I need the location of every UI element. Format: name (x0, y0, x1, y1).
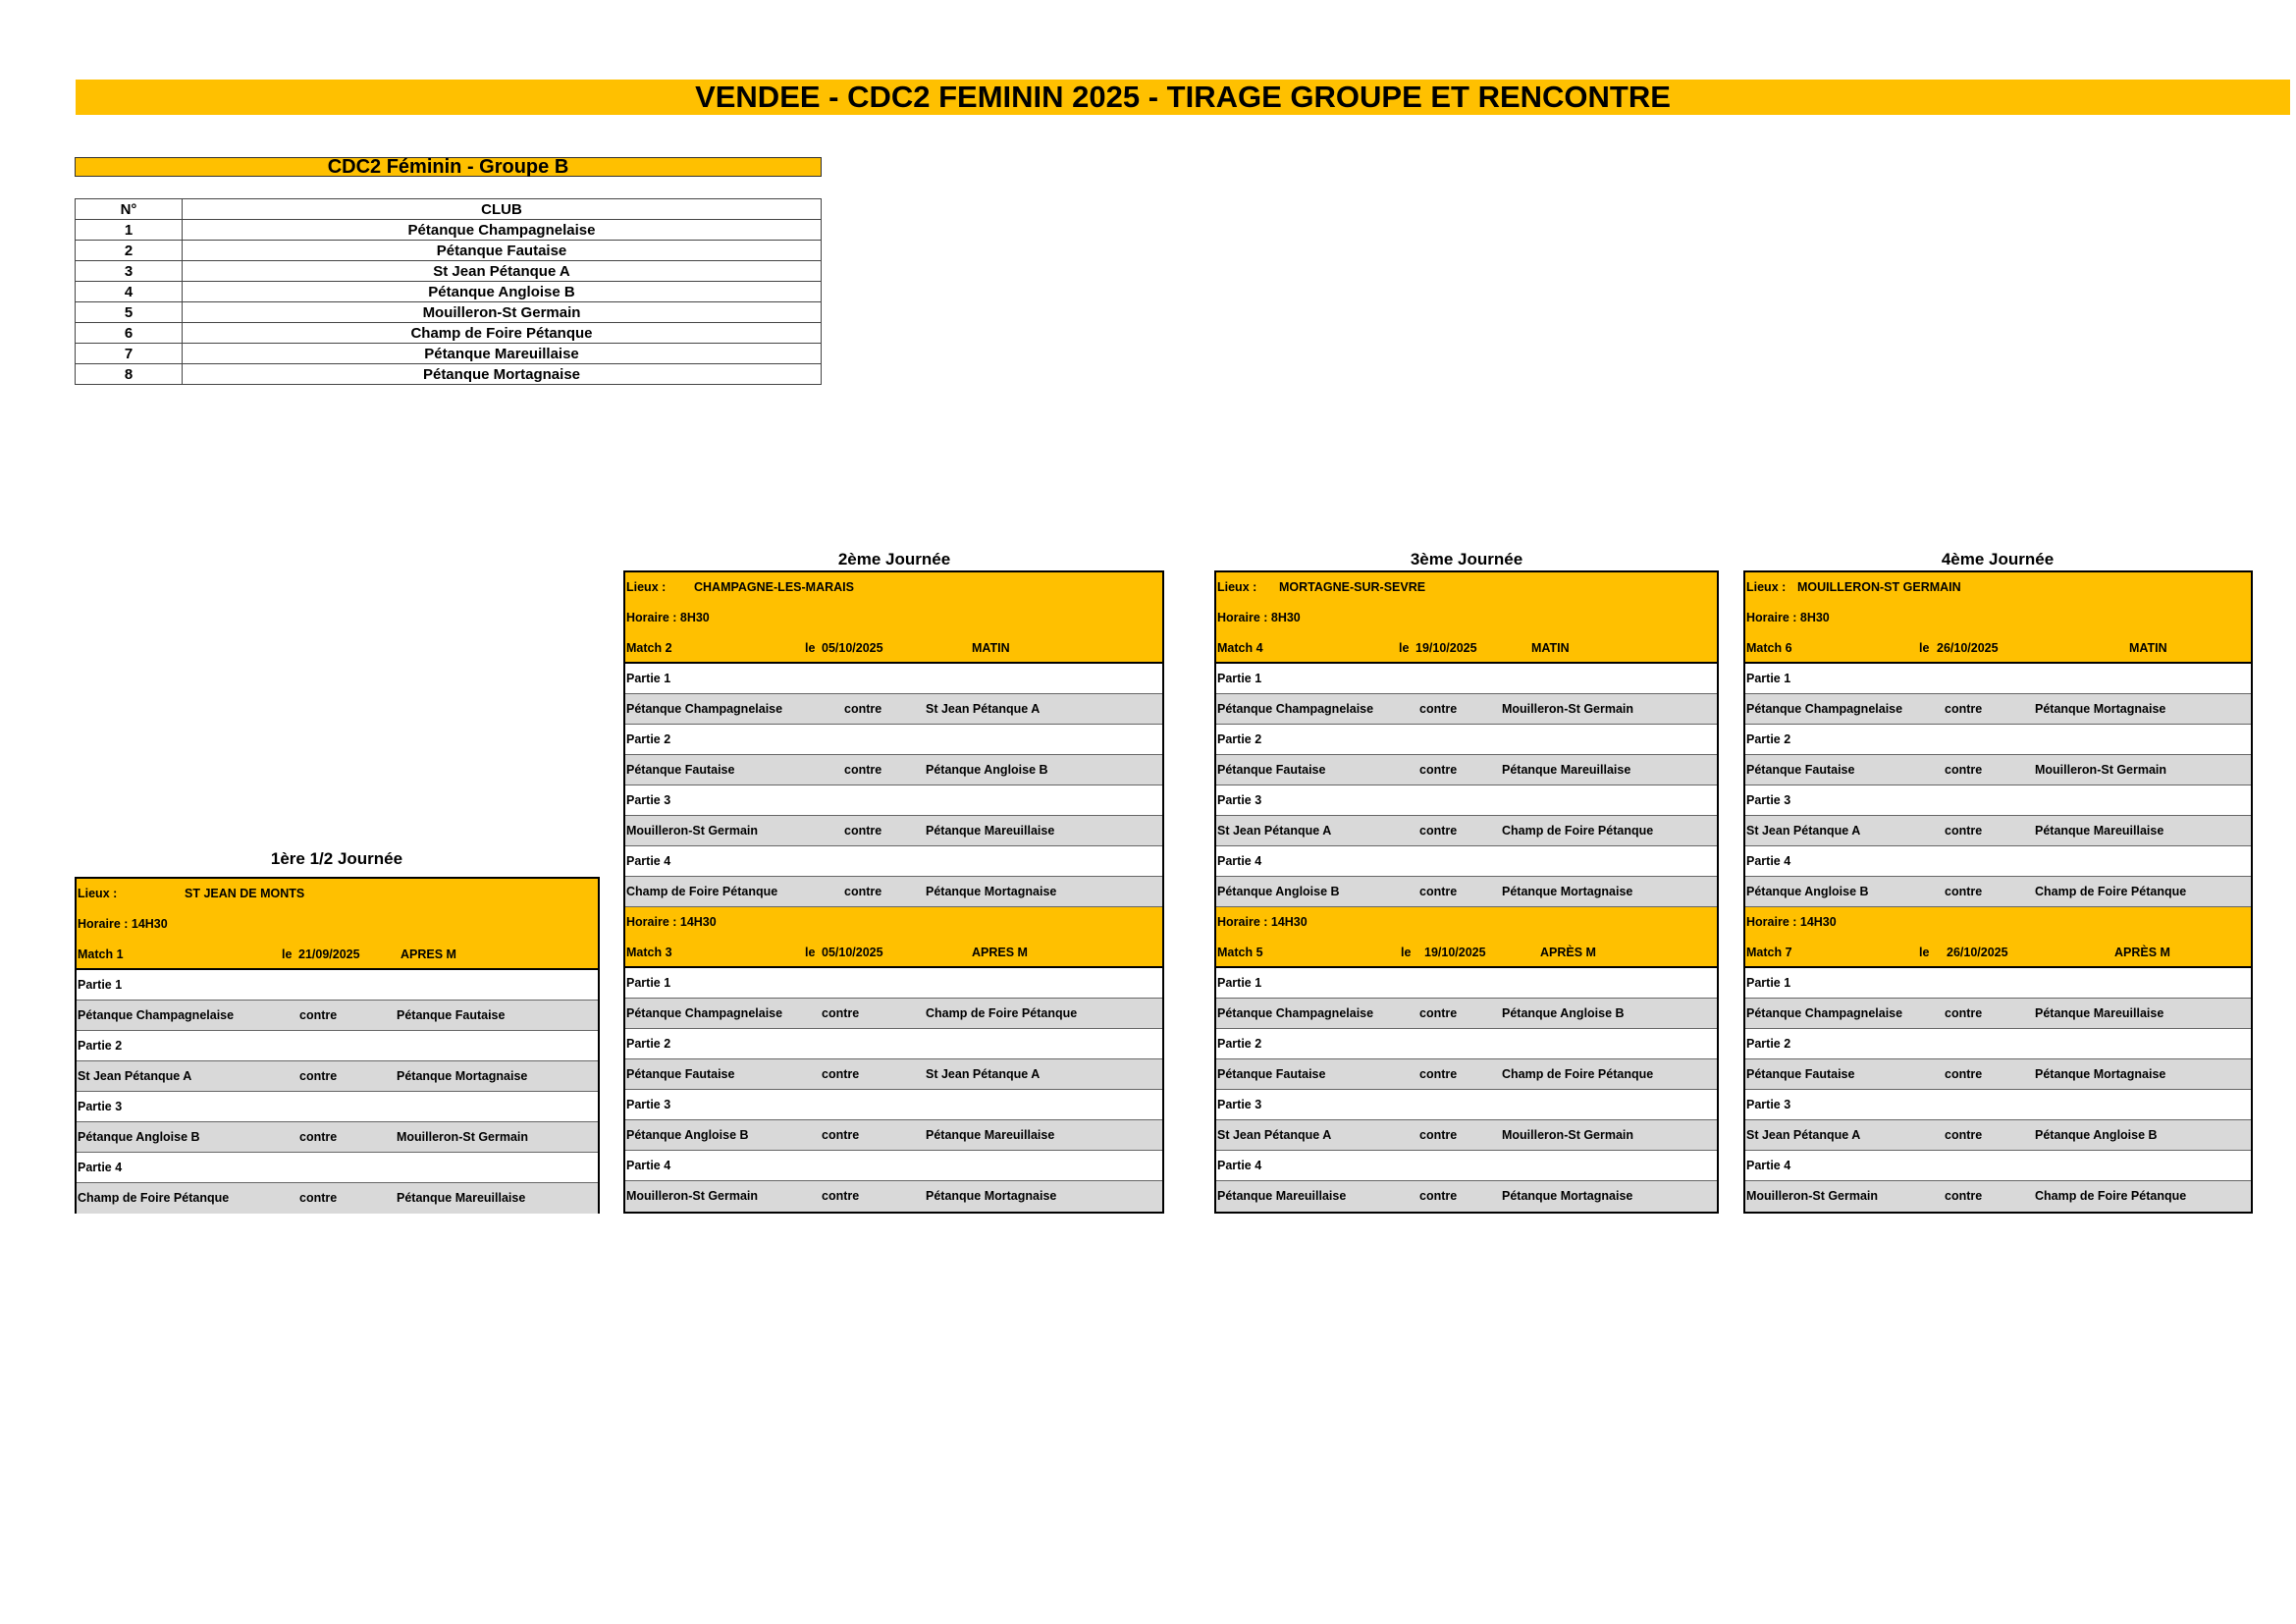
versus-label: contre (1419, 1189, 1458, 1203)
partie-row (1745, 968, 2251, 999)
partie-label: Partie 4 (626, 1159, 671, 1172)
away-team: Mouilleron-St Germain (2035, 763, 2167, 777)
venue-label: Lieux : (1746, 580, 1787, 594)
date-prefix: le (1399, 641, 1410, 655)
game-row (625, 816, 1162, 846)
partie-label: Partie 1 (78, 978, 123, 992)
partie-row (1216, 968, 1717, 999)
away-team: Pétanque Mortagnaise (2035, 1067, 2166, 1081)
venue-value: ST JEAN DE MONTS (185, 887, 305, 900)
home-team: St Jean Pétanque A (1746, 1128, 1861, 1142)
column-header-club: CLUB (183, 199, 822, 220)
away-team: Pétanque Mortagnaise (1502, 885, 1633, 898)
match-header-row (625, 633, 1162, 664)
away-team: St Jean Pétanque A (926, 1067, 1041, 1081)
versus-label: contre (1945, 824, 1983, 838)
game-row (625, 1059, 1162, 1090)
home-team: Mouilleron-St Germain (626, 824, 759, 838)
away-team: Pétanque Mareuillaise (2035, 1006, 2164, 1020)
match-date: 26/10/2025 (1937, 641, 1999, 655)
away-team: Champ de Foire Pétanque (926, 1006, 1078, 1020)
versus-label: contre (1419, 763, 1458, 777)
away-team: Champ de Foire Pétanque (2035, 885, 2187, 898)
partie-label: Partie 4 (1217, 1159, 1262, 1172)
partie-row (1216, 1090, 1717, 1120)
partie-label: Partie 4 (1746, 1159, 1791, 1172)
club-name: Pétanque Mareuillaise (183, 344, 822, 364)
match-number: Match 7 (1746, 946, 1792, 959)
home-team: Pétanque Fautaise (1746, 1067, 1855, 1081)
table-row (76, 220, 822, 241)
date-prefix: le (1919, 641, 1930, 655)
venue-row (1745, 572, 2251, 603)
venue-label: Lieux : (1217, 580, 1257, 594)
day-3-schedule (1214, 570, 1719, 1214)
away-team: Pétanque Angloise B (926, 763, 1048, 777)
match-number: Match 6 (1746, 641, 1792, 655)
partie-label: Partie 1 (626, 672, 671, 685)
date-prefix: le (1401, 946, 1412, 959)
day-1-schedule (75, 877, 600, 1214)
match-number: Match 2 (626, 641, 672, 655)
partie-label: Partie 2 (626, 732, 671, 746)
game-row (1216, 877, 1717, 907)
time-label: Horaire : 14H30 (1217, 915, 1308, 929)
date-prefix: le (1919, 946, 1930, 959)
home-team: Pétanque Angloise B (1746, 885, 1869, 898)
away-team: Pétanque Mortagnaise (926, 885, 1057, 898)
partie-row (1745, 1090, 2251, 1120)
home-team: St Jean Pétanque A (78, 1069, 192, 1083)
partie-row (1745, 664, 2251, 694)
home-team: Pétanque Champagnelaise (626, 702, 783, 716)
partie-row (625, 664, 1162, 694)
partie-row (1216, 846, 1717, 877)
partie-row (1745, 846, 2251, 877)
versus-label: contre (1945, 763, 1983, 777)
match-period: MATIN (972, 641, 1010, 655)
home-team: Pétanque Champagnelaise (1746, 702, 1903, 716)
game-row (1216, 999, 1717, 1029)
partie-label: Partie 4 (1217, 854, 1262, 868)
partie-row (77, 970, 598, 1001)
partie-row (77, 1092, 598, 1122)
partie-label: Partie 2 (1217, 732, 1262, 746)
versus-label: contre (844, 824, 882, 838)
versus-label: contre (1945, 1067, 1983, 1081)
venue-value: MOUILLERON-ST GERMAIN (1797, 580, 1961, 594)
versus-label: contre (844, 763, 882, 777)
partie-label: Partie 2 (1217, 1037, 1262, 1051)
partie-row (1216, 725, 1717, 755)
club-num: 5 (76, 302, 183, 323)
partie-label: Partie 3 (78, 1100, 123, 1113)
table-row (76, 344, 822, 364)
venue-row (1216, 572, 1717, 603)
match-date: 05/10/2025 (822, 946, 883, 959)
versus-label: contre (822, 1067, 860, 1081)
time-row (1216, 907, 1717, 938)
partie-label: Partie 3 (1746, 793, 1791, 807)
date-prefix: le (282, 947, 293, 961)
home-team: Pétanque Fautaise (626, 1067, 735, 1081)
club-name: Pétanque Fautaise (183, 241, 822, 261)
away-team: Champ de Foire Pétanque (1502, 824, 1654, 838)
partie-row (625, 1151, 1162, 1181)
table-row (76, 261, 822, 282)
partie-row (625, 846, 1162, 877)
versus-label: contre (1419, 885, 1458, 898)
game-row (1745, 694, 2251, 725)
versus-label: contre (844, 885, 882, 898)
away-team: Pétanque Mortagnaise (397, 1069, 528, 1083)
partie-label: Partie 2 (626, 1037, 671, 1051)
club-num: 4 (76, 282, 183, 302)
game-row (1216, 816, 1717, 846)
home-team: Pétanque Angloise B (626, 1128, 749, 1142)
versus-label: contre (299, 1130, 338, 1144)
versus-label: contre (822, 1189, 860, 1203)
page-title: VENDEE - CDC2 FEMININ 2025 - TIRAGE GROUPE ET RENCONTRE (76, 80, 2290, 115)
versus-label: contre (1945, 1128, 1983, 1142)
partie-row (625, 1090, 1162, 1120)
game-row (1745, 877, 2251, 907)
home-team: Mouilleron-St Germain (1746, 1189, 1879, 1203)
venue-value: MORTAGNE-SUR-SEVRE (1279, 580, 1426, 594)
partie-label: Partie 3 (1746, 1098, 1791, 1111)
partie-label: Partie 3 (626, 1098, 671, 1111)
versus-label: contre (822, 1006, 860, 1020)
match-period: APRES M (972, 946, 1028, 959)
away-team: Pétanque Angloise B (2035, 1128, 2158, 1142)
away-team: Pétanque Mareuillaise (2035, 824, 2164, 838)
group-title: CDC2 Féminin - Groupe B (75, 157, 822, 177)
home-team: Pétanque Champagnelaise (78, 1008, 235, 1022)
partie-label: Partie 3 (626, 793, 671, 807)
venue-row (77, 879, 598, 909)
partie-row (625, 725, 1162, 755)
club-num: 8 (76, 364, 183, 385)
partie-row (1216, 785, 1717, 816)
partie-label: Partie 1 (1746, 672, 1791, 685)
away-team: Champ de Foire Pétanque (1502, 1067, 1654, 1081)
match-header-row (1745, 938, 2251, 968)
time-row (1745, 907, 2251, 938)
versus-label: contre (1945, 1189, 1983, 1203)
home-team: Pétanque Fautaise (626, 763, 735, 777)
home-team: Pétanque Champagnelaise (626, 1006, 783, 1020)
match-number: Match 4 (1217, 641, 1263, 655)
time-label: Horaire : 14H30 (626, 915, 717, 929)
versus-label: contre (844, 702, 882, 716)
time-row (625, 907, 1162, 938)
away-team: Mouilleron-St Germain (1502, 1128, 1634, 1142)
table-row (76, 282, 822, 302)
versus-label: contre (1945, 702, 1983, 716)
partie-label: Partie 1 (1746, 976, 1791, 990)
column-header-num: N° (76, 199, 183, 220)
game-row (77, 1061, 598, 1092)
home-team: St Jean Pétanque A (1217, 824, 1332, 838)
club-num: 2 (76, 241, 183, 261)
club-num: 6 (76, 323, 183, 344)
venue-row (625, 572, 1162, 603)
game-row (1216, 1181, 1717, 1212)
day-2-schedule (623, 570, 1164, 1214)
club-name: Pétanque Champagnelaise (183, 220, 822, 241)
match-date: 05/10/2025 (822, 641, 883, 655)
club-name: Champ de Foire Pétanque (183, 323, 822, 344)
match-date: 19/10/2025 (1415, 641, 1477, 655)
partie-row (625, 1029, 1162, 1059)
versus-label: contre (1419, 824, 1458, 838)
game-row (625, 1120, 1162, 1151)
club-num: 7 (76, 344, 183, 364)
home-team: Pétanque Fautaise (1217, 1067, 1326, 1081)
club-name: Pétanque Mortagnaise (183, 364, 822, 385)
game-row (1745, 1181, 2251, 1212)
match-number: Match 5 (1217, 946, 1263, 959)
home-team: Pétanque Angloise B (78, 1130, 200, 1144)
clubs-table (75, 198, 822, 385)
venue-value: CHAMPAGNE-LES-MARAIS (694, 580, 854, 594)
home-team: Pétanque Champagnelaise (1217, 1006, 1374, 1020)
game-row (1216, 694, 1717, 725)
table-row (76, 364, 822, 385)
partie-label: Partie 2 (78, 1039, 123, 1053)
match-header-row (1216, 633, 1717, 664)
match-period: MATIN (1531, 641, 1570, 655)
away-team: Pétanque Mortagnaise (1502, 1189, 1633, 1203)
day-title-2: 2ème Journée (837, 550, 951, 568)
table-row (76, 302, 822, 323)
versus-label: contre (1945, 885, 1983, 898)
table-header-row (76, 199, 822, 220)
game-row (625, 755, 1162, 785)
partie-label: Partie 2 (1746, 732, 1791, 746)
game-row (625, 877, 1162, 907)
match-number: Match 3 (626, 946, 672, 959)
versus-label: contre (1419, 1006, 1458, 1020)
partie-label: Partie 2 (1746, 1037, 1791, 1051)
partie-label: Partie 4 (1746, 854, 1791, 868)
partie-row (1745, 725, 2251, 755)
time-label: Horaire : 8H30 (626, 611, 710, 624)
versus-label: contre (822, 1128, 860, 1142)
game-row (625, 999, 1162, 1029)
home-team: Pétanque Champagnelaise (1217, 702, 1374, 716)
game-row (1745, 1120, 2251, 1151)
partie-row (1745, 1029, 2251, 1059)
match-header-row (1745, 633, 2251, 664)
partie-label: Partie 1 (626, 976, 671, 990)
match-period: MATIN (2129, 641, 2167, 655)
venue-label: Lieux : (626, 580, 667, 594)
club-name: Pétanque Angloise B (183, 282, 822, 302)
home-team: St Jean Pétanque A (1746, 824, 1861, 838)
partie-row (1216, 1029, 1717, 1059)
partie-label: Partie 4 (626, 854, 671, 868)
versus-label: contre (299, 1069, 338, 1083)
home-team: St Jean Pétanque A (1217, 1128, 1332, 1142)
partie-label: Partie 1 (1217, 976, 1262, 990)
time-row (77, 909, 598, 940)
versus-label: contre (1419, 1128, 1458, 1142)
game-row (77, 1183, 598, 1214)
partie-row (1216, 1151, 1717, 1181)
date-prefix: le (805, 641, 816, 655)
home-team: Champ de Foire Pétanque (78, 1191, 230, 1205)
game-row (1745, 816, 2251, 846)
away-team: Pétanque Mareuillaise (1502, 763, 1631, 777)
partie-label: Partie 1 (1217, 672, 1262, 685)
time-row (1745, 603, 2251, 633)
game-row (1745, 1059, 2251, 1090)
away-team: Pétanque Fautaise (397, 1008, 506, 1022)
partie-row (625, 785, 1162, 816)
match-header-row (1216, 938, 1717, 968)
time-label: Horaire : 8H30 (1217, 611, 1301, 624)
partie-row (1745, 1151, 2251, 1181)
versus-label: contre (1945, 1006, 1983, 1020)
partie-row (1216, 664, 1717, 694)
game-row (77, 1122, 598, 1153)
home-team: Pétanque Angloise B (1217, 885, 1340, 898)
club-num: 1 (76, 220, 183, 241)
home-team: Pétanque Fautaise (1746, 763, 1855, 777)
match-header-row (77, 940, 598, 970)
match-date: 26/10/2025 (1947, 946, 2008, 959)
table-row (76, 323, 822, 344)
game-row (625, 1181, 1162, 1212)
away-team: Pétanque Mareuillaise (926, 824, 1055, 838)
time-label: Horaire : 8H30 (1746, 611, 1830, 624)
time-label: Horaire : 14H30 (78, 917, 168, 931)
day-4-schedule (1743, 570, 2253, 1214)
partie-label: Partie 3 (1217, 793, 1262, 807)
club-name: St Jean Pétanque A (183, 261, 822, 282)
match-date: 21/09/2025 (298, 947, 360, 961)
versus-label: contre (299, 1191, 338, 1205)
game-row (1216, 755, 1717, 785)
away-team: Pétanque Mortagnaise (926, 1189, 1057, 1203)
home-team: Champ de Foire Pétanque (626, 885, 778, 898)
game-row (625, 694, 1162, 725)
away-team: Champ de Foire Pétanque (2035, 1189, 2187, 1203)
versus-label: contre (1419, 702, 1458, 716)
partie-label: Partie 3 (1217, 1098, 1262, 1111)
match-date: 19/10/2025 (1424, 946, 1486, 959)
game-row (1216, 1059, 1717, 1090)
away-team: Pétanque Mareuillaise (926, 1128, 1055, 1142)
table-row (76, 241, 822, 261)
match-header-row (625, 938, 1162, 968)
venue-label: Lieux : (78, 887, 118, 900)
match-period: APRÈS M (2114, 946, 2170, 959)
time-label: Horaire : 14H30 (1746, 915, 1837, 929)
match-number: Match 1 (78, 947, 124, 961)
club-num: 3 (76, 261, 183, 282)
partie-row (77, 1031, 598, 1061)
club-name: Mouilleron-St Germain (183, 302, 822, 323)
day-title-1: 1ère 1/2 Journée (270, 849, 403, 868)
match-period: APRÈS M (1540, 946, 1596, 959)
away-team: St Jean Pétanque A (926, 702, 1041, 716)
game-row (77, 1001, 598, 1031)
versus-label: contre (1419, 1067, 1458, 1081)
match-period: APRES M (400, 947, 456, 961)
away-team: Pétanque Angloise B (1502, 1006, 1625, 1020)
home-team: Pétanque Fautaise (1217, 763, 1326, 777)
away-team: Pétanque Mortagnaise (2035, 702, 2166, 716)
away-team: Mouilleron-St Germain (1502, 702, 1634, 716)
time-row (625, 603, 1162, 633)
home-team: Pétanque Champagnelaise (1746, 1006, 1903, 1020)
partie-label: Partie 4 (78, 1161, 123, 1174)
away-team: Pétanque Mareuillaise (397, 1191, 526, 1205)
partie-row (1745, 785, 2251, 816)
day-title-3: 3ème Journée (1410, 550, 1523, 568)
time-row (1216, 603, 1717, 633)
away-team: Mouilleron-St Germain (397, 1130, 529, 1144)
partie-row (625, 968, 1162, 999)
day-title-4: 4ème Journée (1941, 550, 2055, 568)
home-team: Pétanque Mareuillaise (1217, 1189, 1347, 1203)
partie-row (77, 1153, 598, 1183)
game-row (1216, 1120, 1717, 1151)
game-row (1745, 999, 2251, 1029)
date-prefix: le (805, 946, 816, 959)
home-team: Mouilleron-St Germain (626, 1189, 759, 1203)
game-row (1745, 755, 2251, 785)
versus-label: contre (299, 1008, 338, 1022)
